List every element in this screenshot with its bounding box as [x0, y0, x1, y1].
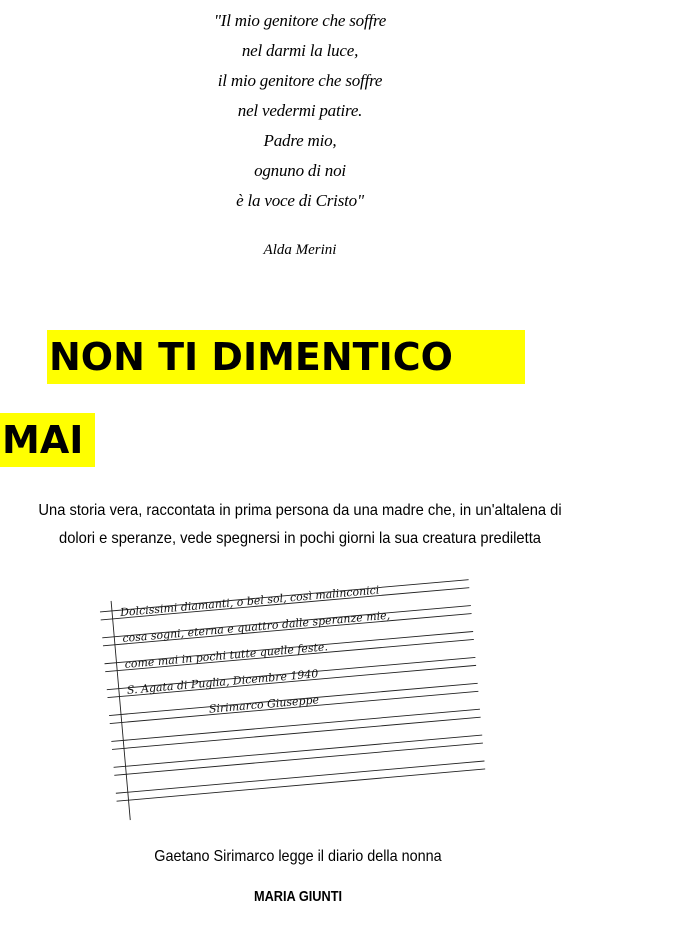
- handwriting-line: cosa sogni, eterna e quattro dalle speranze mie,: [121, 608, 391, 646]
- diary-page-graphic: [98, 565, 498, 825]
- epigraph-line: è la voce di Cristo": [236, 191, 364, 210]
- epigraph-line: nel vedermi patire.: [237, 101, 363, 120]
- subtitle-line: Una storia vera, raccontata in prima persona da una madre che, in un'altalena di: [38, 502, 562, 519]
- book-title-text: MAI: [2, 418, 84, 462]
- epigraph-poem: [150, 6, 450, 216]
- handwriting-line: Sirimarco Giuseppe: [208, 693, 320, 716]
- book-title-text: NON TI DIMENTICO: [49, 335, 453, 379]
- handwriting-line: come mai in pochi tutte quelle feste.: [124, 640, 329, 671]
- photo-caption: Gaetano Sirimarco legge il diario della nonna: [154, 848, 442, 865]
- epigraph-author: Alda Merini: [263, 242, 337, 258]
- epigraph-line: "Il mio genitore che soffre: [213, 11, 387, 30]
- subtitle-line: dolori e speranze, vede spegnersi in pochi giorni la sua creatura prediletta: [59, 530, 541, 547]
- epigraph-line: nel darmi la luce,: [241, 41, 359, 60]
- handwritten-diary-image: [98, 565, 498, 825]
- epigraph-line: il mio genitore che soffre: [217, 71, 383, 90]
- author-name: MARIA GIUNTI: [253, 888, 343, 905]
- handwriting-line: S. Agata di Puglia, Dicembre 1940: [126, 667, 319, 697]
- epigraph-line: ognuno di noi: [254, 161, 346, 180]
- epigraph-line: Padre mio,: [263, 131, 337, 150]
- book-subtitle: [24, 497, 576, 553]
- book-title-line-2: [0, 413, 95, 467]
- handwriting-line: Dolcissimi diamanti, o bel sol, così malinconici: [119, 583, 380, 620]
- book-title-line-1: [47, 330, 525, 384]
